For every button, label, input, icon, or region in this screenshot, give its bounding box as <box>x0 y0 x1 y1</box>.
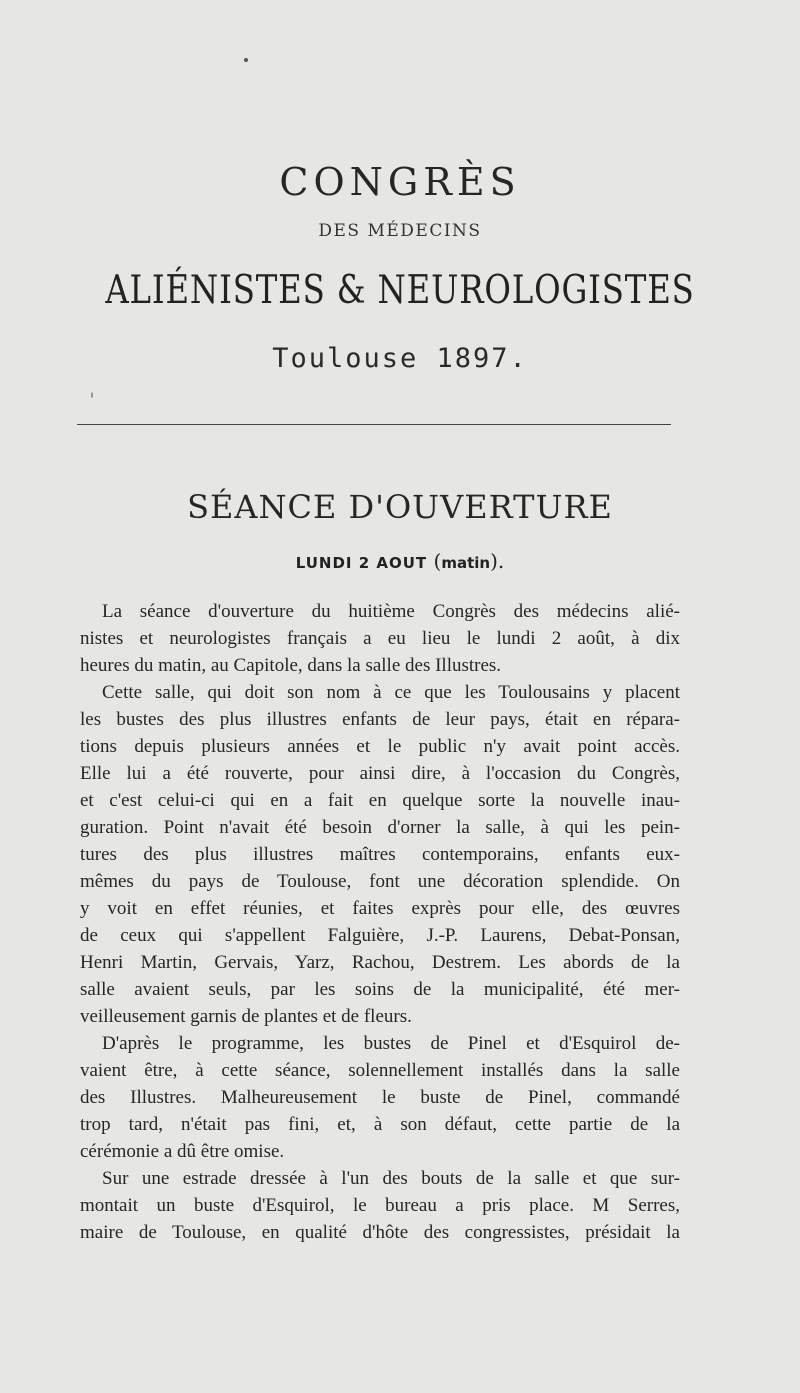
text-line: mêmes du pays de Toulouse, font une décoration splendide. On <box>80 871 680 892</box>
paper-speck <box>244 58 248 62</box>
text-line: y voit en effet réunies, et faites exprès pour elle, des œuvres <box>80 898 680 919</box>
place-year: Toulouse 1897. <box>272 343 528 374</box>
text-line: vaient être, à cette séance, solennellement installés dans la salle <box>80 1060 680 1081</box>
text-line: Cette salle, qui doit son nom à ce que les Toulousains y placent <box>102 682 680 703</box>
text-line: veilleusement garnis de plantes et de fleurs. <box>80 1006 412 1027</box>
text-line: trop tard, n'était pas fini, et, à son défaut, cette partie de la <box>80 1114 680 1135</box>
text-line: salle avaient seuls, par les soins de la municipalité, été mer- <box>80 979 680 1000</box>
text-line: Sur une estrade dressée à l'un des bouts de la salle et que sur- <box>102 1168 680 1189</box>
text-line: guration. Point n'avait été besoin d'orner la salle, à qui les pein- <box>80 817 680 838</box>
text-line: nistes et neurologistes français a eu lieu le lundi 2 août, à dix <box>80 628 680 649</box>
date-paren-open: ( <box>433 549 442 573</box>
text-line: tures des plus illustres maîtres contemporains, enfants eux- <box>80 844 680 865</box>
text-line: tions depuis plusieurs années et le public n'y avait point accès. <box>80 736 680 757</box>
session-date <box>0 549 800 573</box>
text-line: des Illustres. Malheureusement le buste de Pinel, commandé <box>80 1087 680 1108</box>
text-line: La séance d'ouverture du huitième Congrès des médecins alié- <box>102 601 680 622</box>
text-line: montait un buste d'Esquirol, le bureau a pris place. M Serres, <box>80 1195 680 1216</box>
horizontal-rule <box>77 424 671 425</box>
heading-specialties: ALIÉNISTES & NEUROLOGISTES <box>105 268 695 313</box>
text-line: Henri Martin, Gervais, Yarz, Rachou, Destrem. Les abords de la <box>80 952 680 973</box>
text-line: de ceux qui s'appellent Falguière, J.-P. Laurens, Debat-Ponsan, <box>80 925 680 946</box>
text-line: les bustes des plus illustres enfants de leur pays, était en répara- <box>80 709 680 730</box>
date-paren-close: ). <box>490 549 505 573</box>
section-title: SÉANCE D'OUVERTURE <box>187 488 613 526</box>
text-line: D'après le programme, les bustes de Pinel et d'Esquirol de- <box>102 1033 680 1054</box>
text-line: Elle lui a été rouverte, pour ainsi dire, à l'occasion du Congrès, <box>80 763 680 784</box>
text-line: maire de Toulouse, en qualité d'hôte des congressistes, présidait la <box>80 1222 680 1243</box>
text-line: et c'est celui-ci qui en a fait en quelque sorte la nouvelle inau- <box>80 790 680 811</box>
body-text <box>80 598 680 1246</box>
heading-congres: CONGRÈS <box>279 160 521 204</box>
session-day: LUNDI 2 AOUT <box>295 554 428 572</box>
paper-speck <box>91 392 93 398</box>
text-line: heures du matin, au Capitole, dans la salle des Illustres. <box>80 655 502 676</box>
subheading-des-medecins: DES MÉDECINS <box>318 221 482 241</box>
session-time: matin <box>441 554 491 572</box>
text-line: cérémonie a dû être omise. <box>80 1141 285 1162</box>
